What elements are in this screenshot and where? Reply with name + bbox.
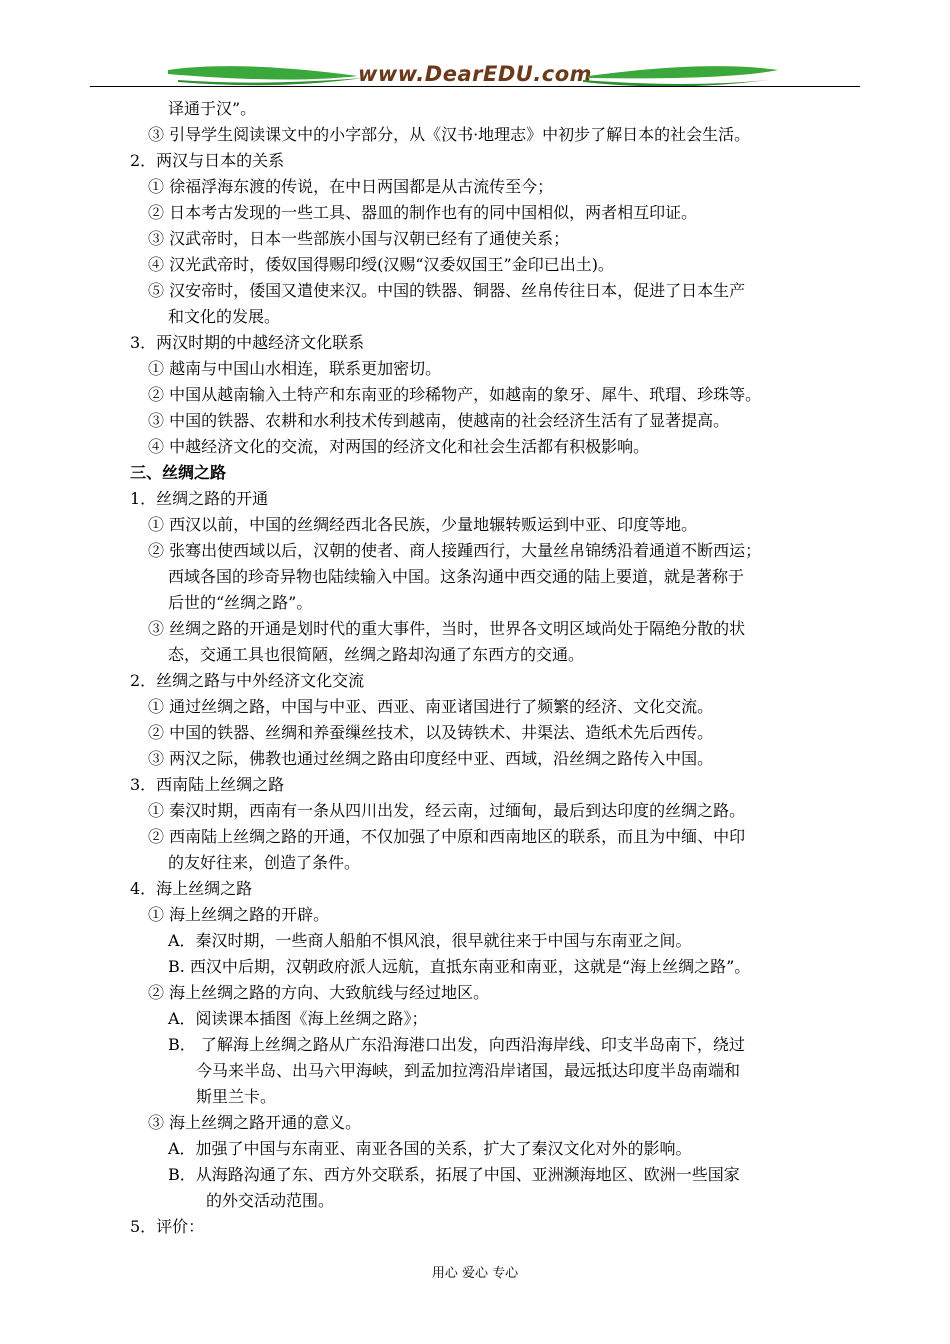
text-line: 斯里兰卡。 [196,1087,277,1106]
section-heading: 1．丝绸之路的开通 [130,489,269,508]
text-line: ② 西南陆上丝绸之路的开通，不仅加强了中原和西南地区的联系，而且为中缅、中印 [148,827,746,846]
text-line: ② 中国的铁器、丝绸和养蚕缫丝技术，以及铸铁术、井渠法、造纸术先后西传。 [148,723,714,742]
text-line: 和文化的发展。 [168,307,281,326]
text-line: ① 秦汉时期，西南有一条从四川出发，经云南，过缅甸，最后到达印度的丝绸之路。 [148,801,746,820]
section-heading: 2．丝绸之路与中外经济文化交流 [130,671,365,690]
text-line: A．秦汉时期，一些商人船舶不惧风浪，很早就往来于中国与东南亚之间。 [168,931,692,950]
text-line: 的友好往来，创造了条件。 [168,853,361,872]
text-line: ① 通过丝绸之路，中国与中亚、西亚、南亚诸国进行了频繁的经济、文化交流。 [148,697,714,716]
text-line: ③ 汉武帝时，日本一些部族小国与汉朝已经有了通使关系； [148,229,570,248]
text-line: ③ 引导学生阅读课文中的小字部分，从《汉书·地理志》中初步了解日本的社会生活。 [148,125,751,144]
text-line: ① 西汉以前，中国的丝绸经西北各民族，少量地辗转贩运到中亚、印度等地。 [148,515,698,534]
text-line: ① 徐福浮海东渡的传说，在中日两国都是从古流传至今； [148,177,554,196]
text-line: B．从海路沟通了东、西方外交联系，拓展了中国、亚洲濒海地区、欧洲一些国家 [168,1165,740,1184]
header-divider [90,86,860,87]
text-line: 今马来半岛、出马六甲海峡，到孟加拉湾沿岸诸国，最远抵达印度半岛南端和 [196,1061,741,1080]
section-heading: 3．两汉时期的中越经济文化联系 [130,333,365,352]
text-line: ① 越南与中国山水相连，联系更加密切。 [148,359,442,378]
text-line: ③ 两汉之际，佛教也通过丝绸之路由印度经中亚、西域，沿丝绸之路传入中国。 [148,749,714,768]
section-heading: 4．海上丝绸之路 [130,879,253,898]
text-line: ④ 汉光武帝时，倭奴国得赐印绶(汉赐“汉委奴国王”金印已出土)。 [148,255,614,274]
text-line: 西域各国的珍奇异物也陆续输入中国。这条沟通中西交通的陆上要道，就是著称于 [168,567,745,586]
text-line: 译通于汉”。 [168,99,257,118]
text-line: A．阅读课本插图《海上丝绸之路》； [168,1009,428,1028]
chapter-heading: 三、丝绸之路 [130,463,227,482]
text-line: 的外交活动范围。 [206,1191,335,1210]
page-footer: 用心 爱心 专心 [431,1266,519,1281]
section-heading: 3．西南陆上丝绸之路 [130,775,285,794]
text-line: 后世的“丝绸之路”。 [168,593,313,612]
section-heading: 5．评价： [130,1217,205,1236]
text-line: A．加强了中国与东南亚、南亚各国的关系，扩大了秦汉文化对外的影响。 [168,1139,692,1158]
text-line: ③ 海上丝绸之路开通的意义。 [148,1113,362,1132]
site-logo[interactable]: www.DearEDU.com [357,62,593,86]
text-line: ③ 丝绸之路的开通是划时代的重大事件，当时，世界各文明区域尚处于隔绝分散的状 [148,619,746,638]
text-line: ② 张骞出使西域以后，汉朝的使者、商人接踵西行，大量丝帛锦绣沿着通道不断西运； [148,541,762,560]
text-line: ③ 中国的铁器、农耕和水利技术传到越南，使越南的社会经济生活有了显著提高。 [148,411,730,430]
text-line: B. 西汉中后期，汉朝政府派人远航，直抵东南亚和南亚，这就是“海上丝绸之路”。 [168,957,751,976]
section-heading: 2．两汉与日本的关系 [130,151,285,170]
text-line: 态，交通工具也很简陋，丝绸之路却沟通了东西方的交通。 [168,645,585,664]
text-line: ① 海上丝绸之路的开辟。 [148,905,330,924]
text-line: ② 日本考古发现的一些工具、器皿的制作也有的同中国相似，两者相互印证。 [148,203,698,222]
text-line: B． 了解海上丝绸之路从广东沿海港口出发，向西沿海岸线、印支半岛南下，绕过 [168,1035,745,1054]
text-line: ② 海上丝绸之路的方向、大致航线与经过地区。 [148,983,490,1002]
text-line: ② 中国从越南输入土特产和东南亚的珍稀物产，如越南的象牙、犀牛、玳瑁、珍珠等。 [148,385,762,404]
text-line: ④ 中越经济文化的交流，对两国的经济文化和社会生活都有积极影响。 [148,437,650,456]
text-line: ⑤ 汉安帝时，倭国又遣使来汉。中国的铁器、铜器、丝帛传往日本，促进了日本生产 [148,281,746,300]
